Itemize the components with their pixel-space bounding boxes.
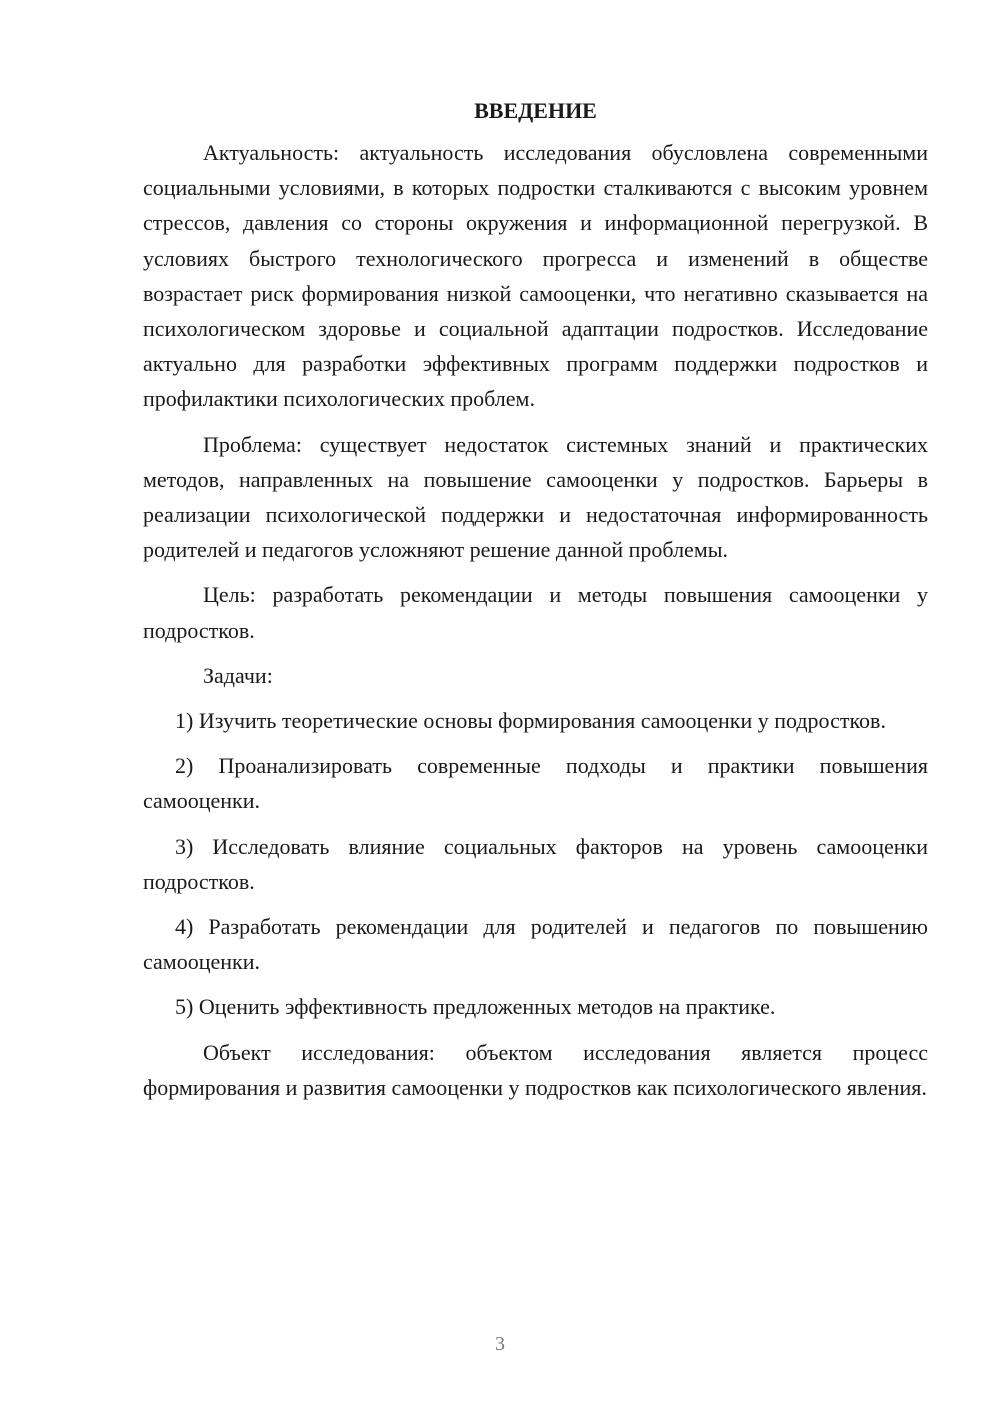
- relevance-paragraph: Актуальность: актуальность исследования обусловлена современными социальными условиями, в которых подростки сталкиваются с высоким уровнем стрессов, давления со стороны окружения и информационной перегрузкой. В условиях быстрого технологического прогресса и изменений в обществе возрастает риск формирования низкой самооценки, что негативно сказывается на психологическом здоровье и социальной адаптации подростков. Исследование актуально для разработки эффективных программ поддержки подростков и профилактики психологических проблем.: [143, 140, 928, 412]
- task-item: 4) Разработать рекомендации для родителей и педагогов по повышению самооценки.: [143, 914, 928, 975]
- goal-paragraph: Цель: разработать рекомендации и методы повышения самооценки у подростков.: [143, 582, 928, 643]
- tasks-heading: Задачи:: [203, 662, 273, 688]
- task-item: 5) Оценить эффективность предложенных методов на практике.: [175, 994, 776, 1020]
- task-item: 2) Проанализировать современные подходы и практики повышения самооценки.: [143, 753, 928, 814]
- task-item: 3) Исследовать влияние социальных факторов на уровень самооценки подростков.: [143, 833, 928, 894]
- section-title: ВВЕДЕНИЕ: [474, 98, 597, 123]
- problem-paragraph: Проблема: существует недостаток системных знаний и практических методов, направленных на повышение самооценки у подростков. Барьеры в реализации психологической поддержки и недостаточная информированность родителей и педагогов усложняют решение данной проблемы.: [143, 431, 928, 563]
- page-number: 3: [495, 1333, 505, 1355]
- task-item: 1) Изучить теоретические основы формирования самооценки у подростков.: [175, 708, 886, 734]
- document-page: [143, 92, 928, 1105]
- object-paragraph: Объект исследования: объектом исследования является процесс формирования и развития самооценки у подростков как психологического явления.: [143, 1039, 928, 1100]
